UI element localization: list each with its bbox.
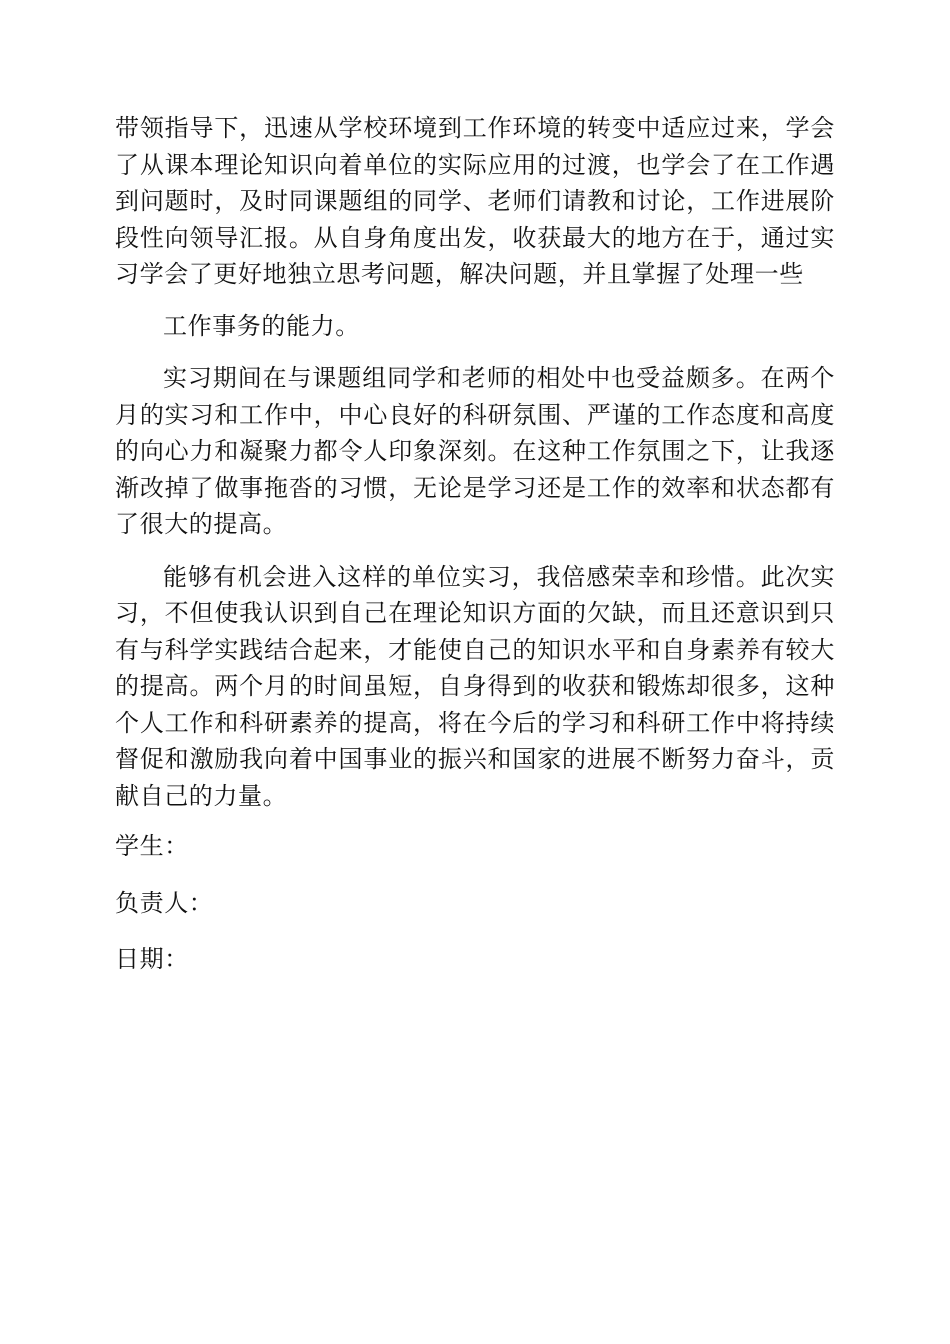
paragraph-2: 工作事务的能力。 bbox=[163, 311, 360, 340]
supervisor-label: 负责人： bbox=[115, 888, 214, 917]
paragraph-4: 能够有机会进入这样的单位实习，我倍感荣幸和珍惜。此次实习，不但使我认识到自己在理论知识方面的欠缺，而且还意识到只有与科学实践结合起来，才能使自己的知识水平和自身素养有较大的提高。两个月的时间虽短，自身得到的收获和锻炼却很多，这种个人工作和科研素养的提高，将在今后的学习和科研工作中将持续督促和激励我向着中国事业的振兴和国家的进展不断努力奋斗，贡献自己的力量。 bbox=[115, 562, 835, 810]
document-body bbox=[115, 110, 835, 978]
student-label: 学生： bbox=[115, 832, 189, 860]
date-label: 日期： bbox=[115, 945, 189, 973]
paragraph-3: 实习期间在与课题组同学和老师的相处中也受益颇多。在两个月的实习和工作中，中心良好的科研氛围、严谨的工作态度和高度的向心力和凝聚力都令人印象深刻。在这种工作氛围之下，让我逐渐改掉了做事拖沓的习惯，无论是学习还是工作的效率和状态都有了很大的提高。 bbox=[115, 364, 835, 538]
paragraph-1: 带领指导下，迅速从学校环境到工作环境的转变中适应过来，学会了从课本理论知识向着单位的实际应用的过渡，也学会了在工作遇到问题时，及时同课题组的同学、老师们请教和讨论，工作进展阶段性向领导汇报。从自身角度出发，收获最大的地方在于，通过实习学会了更好地独立思考问题，解决问题，并且掌握了处理一些 bbox=[115, 114, 835, 288]
